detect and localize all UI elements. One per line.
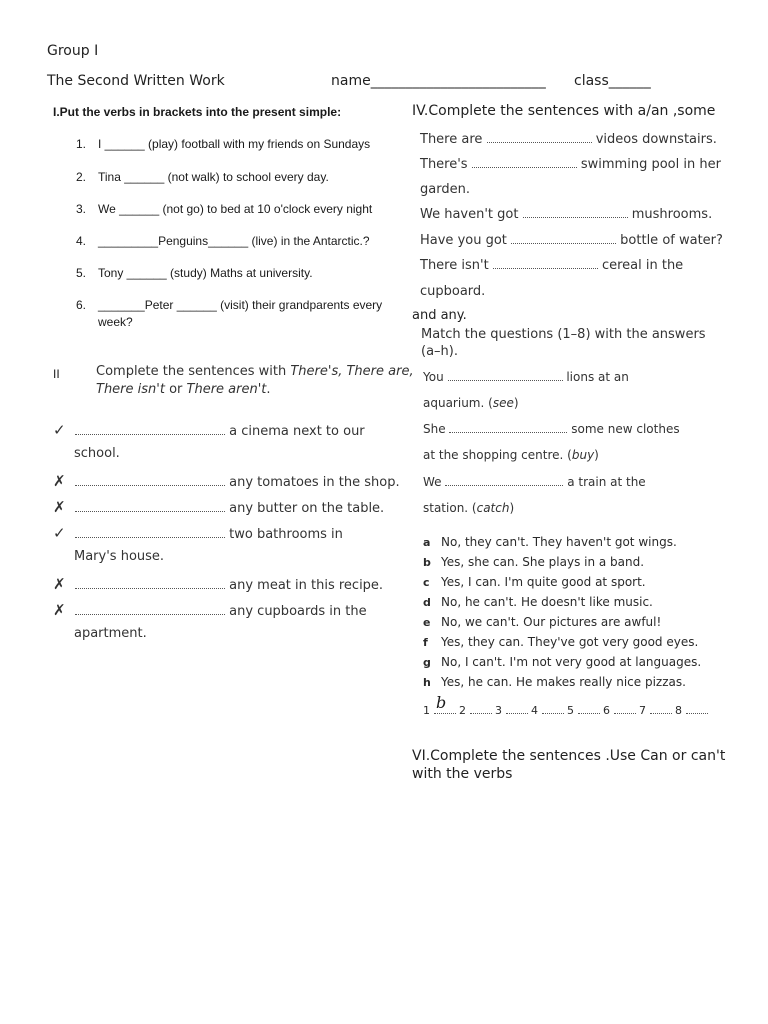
group-label: Group I: [47, 43, 99, 59]
answer-blank: [472, 157, 577, 168]
match-number: 5: [567, 704, 574, 717]
instruction-text: Complete the sentences with: [96, 364, 291, 379]
question-text: a train at the: [567, 475, 646, 489]
answer-letter: a: [423, 536, 431, 549]
item-continuation: school.: [74, 446, 120, 461]
line-text: Have you got: [420, 233, 507, 248]
item-number: 5.: [76, 266, 87, 280]
question-text: some new clothes: [571, 422, 680, 436]
matching-number-row: [423, 703, 708, 717]
section2-item: [53, 575, 383, 593]
match-number: 6: [603, 704, 610, 717]
item-continuation: Mary's house.: [74, 549, 165, 564]
match-blank: [578, 703, 600, 714]
answer-letter: h: [423, 676, 431, 689]
class-field: class______: [574, 73, 651, 89]
question-3: [423, 475, 646, 489]
item-text-continued: week?: [98, 315, 133, 329]
answer-blank: [75, 475, 225, 486]
item-text: two bathrooms in: [229, 527, 343, 542]
answer-letter: c: [423, 576, 430, 589]
section4-line: cupboard.: [420, 284, 486, 299]
answer-blank: [445, 475, 563, 486]
question-text: She: [423, 422, 446, 436]
item-text: any cupboards in the: [229, 604, 367, 619]
section4-line: [420, 258, 683, 273]
answer-blank: [75, 424, 225, 435]
match-blank: [650, 703, 672, 714]
cross-icon: ✗: [53, 498, 66, 516]
section1-title: I.Put the verbs in brackets into the present simple:: [53, 105, 342, 119]
question-1-cont: [423, 396, 519, 410]
answer-option: [423, 655, 701, 669]
worksheet-title: The Second Written Work: [47, 73, 225, 89]
section5-instruction-line2: (a–h).: [421, 344, 458, 359]
section2-instruction-line2: [96, 382, 271, 397]
question-3-cont: [423, 501, 514, 515]
match-blank: [614, 703, 636, 714]
match-blank: [542, 703, 564, 714]
question-text: aquarium. (: [423, 396, 493, 410]
item-text: Tina ______ (not walk) to school every day.: [98, 170, 329, 184]
answer-text: Yes, he can. He makes really nice pizzas.: [441, 675, 686, 689]
item-number: 2.: [76, 170, 87, 184]
section4-and-any: and any.: [412, 308, 467, 323]
question-2: [423, 422, 680, 436]
item-number: 6.: [76, 298, 87, 312]
answer-text: Yes, I can. I'm quite good at sport.: [441, 575, 646, 589]
line-text: mushrooms.: [631, 207, 713, 222]
section1-item: [76, 137, 370, 151]
answer-blank: [487, 132, 592, 143]
match-number: 7: [639, 704, 646, 717]
section1-item: [76, 234, 370, 248]
item-text: We ______ (not go) to bed at 10 o'clock every night: [98, 202, 373, 216]
answer-letter: b: [423, 556, 431, 569]
answer-blank: [511, 233, 616, 244]
section1-item: [76, 170, 329, 184]
question-text: ): [509, 501, 515, 515]
verb-hint: buy: [571, 448, 595, 462]
section4-line: [420, 157, 721, 172]
answer-blank: [75, 604, 225, 615]
match-number: 8: [675, 704, 682, 717]
line-text: bottle of water?: [620, 233, 723, 248]
check-icon: ✓: [53, 421, 66, 439]
answer-option: [423, 535, 677, 549]
section1-item: [76, 202, 372, 216]
answer-blank: [449, 422, 567, 433]
answer-letter: e: [423, 616, 431, 629]
answer-option: [423, 635, 698, 649]
item-text: any butter on the table.: [229, 501, 385, 516]
item-text: _________Penguins______ (live) in the Antarctic.?: [98, 234, 370, 248]
answer-letter: g: [423, 656, 431, 669]
section4-line: garden.: [420, 182, 470, 197]
question-1: [423, 370, 629, 384]
section4-line: [420, 132, 717, 147]
line-text: There's: [420, 157, 468, 172]
question-text: You: [423, 370, 444, 384]
answer-blank: [75, 501, 225, 512]
answer-blank: [75, 578, 225, 589]
answer-blank: [523, 207, 628, 218]
answer-text: Yes, they can. They've got very good eyes.: [441, 635, 699, 649]
match-number: 4: [531, 704, 538, 717]
section4-title: IV.Complete the sentences with a/an ,some: [412, 103, 716, 119]
answer-option: [423, 615, 661, 629]
section1-item: [76, 266, 313, 280]
question-text: at the shopping centre. (: [423, 448, 572, 462]
match-number: 2: [459, 704, 466, 717]
section2-item: [53, 421, 365, 439]
item-text: any tomatoes in the shop.: [229, 475, 400, 490]
item-number: 1.: [76, 137, 87, 151]
question-text: station. (: [423, 501, 477, 515]
item-text: I ______ (play) football with my friends on Sundays: [98, 137, 371, 151]
item-text: Tony ______ (study) Maths at university.: [98, 266, 313, 280]
answer-text: No, we can't. Our pictures are awful!: [441, 615, 662, 629]
answer-text: No, he can't. He doesn't like music.: [441, 595, 653, 609]
section4-line: [420, 233, 723, 248]
handwritten-answer: b: [436, 693, 447, 712]
question-text: We: [423, 475, 442, 489]
section5-instruction-line1: Match the questions (1–8) with the answers: [421, 327, 706, 342]
answer-blank: [75, 527, 225, 538]
line-text: There isn't: [420, 258, 489, 273]
match-number: 3: [495, 704, 502, 717]
item-text: _______Peter ______ (visit) their grandparents every: [98, 298, 383, 312]
answer-option: [423, 555, 644, 569]
answer-option: [423, 675, 686, 689]
name-field: name_________________________: [331, 73, 546, 89]
item-number: 4.: [76, 234, 87, 248]
section6-title-line2: with the verbs: [412, 766, 513, 782]
line-text: There are: [420, 132, 483, 147]
item-text: a cinema next to our: [229, 424, 365, 439]
section2-item: [53, 472, 400, 490]
question-text: ): [594, 448, 599, 462]
item-number: 3.: [76, 202, 87, 216]
instruction-text: .: [266, 382, 271, 397]
instruction-text: or: [164, 382, 187, 397]
section1-item: [76, 298, 382, 312]
answer-text: No, I can't. I'm not very good at languages.: [441, 655, 702, 669]
line-text: swimming pool in her: [580, 157, 721, 172]
answer-option: [423, 575, 646, 589]
instruction-emphasis: There's, There are,: [290, 364, 414, 379]
item-text: any meat in this recipe.: [229, 578, 384, 593]
match-blank: [686, 703, 708, 714]
answer-letter: d: [423, 596, 431, 609]
section2-item: [53, 498, 384, 516]
answer-letter: f: [423, 636, 428, 649]
cross-icon: ✗: [53, 601, 66, 619]
verb-hint: catch: [476, 501, 510, 515]
match-number: 1: [423, 704, 430, 717]
match-blank: [470, 703, 492, 714]
question-text: lions at an: [566, 370, 629, 384]
question-2-cont: [423, 448, 599, 462]
section2-item: [53, 601, 367, 619]
verb-hint: see: [492, 396, 514, 410]
section2-item: [53, 524, 343, 542]
question-text: ): [513, 396, 519, 410]
item-continuation: apartment.: [74, 626, 147, 641]
instruction-emphasis: There isn't: [96, 382, 165, 397]
answer-blank: [448, 370, 563, 381]
cross-icon: ✗: [53, 472, 66, 490]
line-text: videos downstairs.: [595, 132, 717, 147]
section4-line: [420, 207, 712, 222]
line-text: We haven't got: [420, 207, 519, 222]
answer-blank: [493, 258, 598, 269]
cross-icon: ✗: [53, 575, 66, 593]
answer-option: [423, 595, 653, 609]
instruction-emphasis: There aren't: [186, 382, 267, 397]
section2-number: II: [53, 367, 60, 381]
section2-instruction-line1: [96, 364, 414, 379]
line-text: cereal in the: [601, 258, 684, 273]
answer-text: Yes, she can. She plays in a band.: [441, 555, 645, 569]
answer-text: No, they can't. They haven't got wings.: [441, 535, 677, 549]
check-icon: ✓: [53, 524, 66, 542]
section6-title-line1: VI.Complete the sentences .Use Can or can't: [412, 748, 726, 764]
match-blank: [506, 703, 528, 714]
